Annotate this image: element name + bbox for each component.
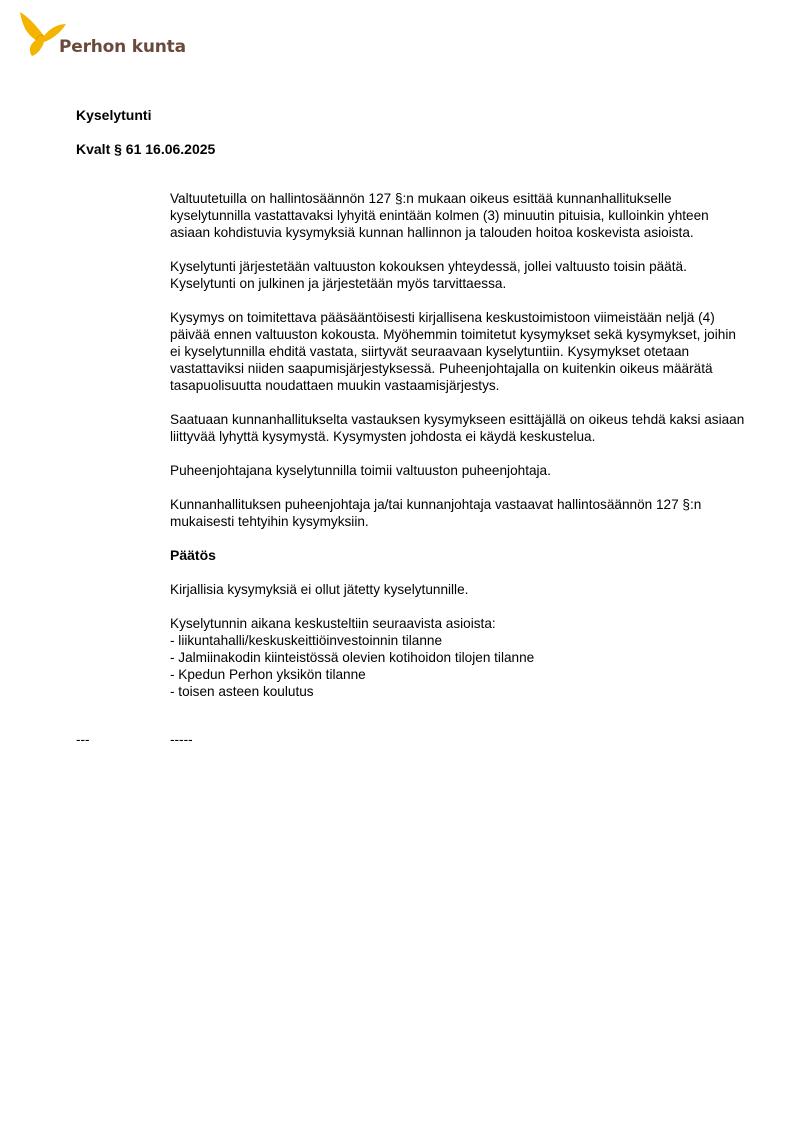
list-item: - toisen asteen koulutus	[170, 684, 314, 699]
discussion-topics	[170, 632, 745, 700]
document-body	[170, 190, 745, 717]
logo-text: Perhon kunta	[59, 37, 186, 57]
paragraph: Valtuutetuilla on hallintosäännön 127 §:n mukaan oikeus esittää kunnanhallitukselle kyselytunnilla vastattavaksi lyhyitä enintään kolmen (3) minuutin pituisia, kulloinkin yhteen asiaan kohdistuvia kysymyksiä kunnan hallinnon ja talouden hoitoa koskevista asioista.	[170, 191, 709, 240]
list-item: - liikuntahalli/keskuskeittiöinvestoinnin tilanne	[170, 633, 443, 648]
paragraph: Kunnanhallituksen puheenjohtaja ja/tai kunnanjohtaja vastaavat hallintosäännön 127 §:n mukaisesti tehtyihin kysymyksiin.	[170, 497, 702, 529]
paragraph: Kyselytunti järjestetään valtuuston kokouksen yhteydessä, jollei valtuusto toisin päätä. Kyselytunti on julkinen ja järjestetään myös tarvittaessa.	[170, 259, 687, 291]
list-item: - Jalmiinakodin kiinteistössä olevien kotihoidon tilojen tilanne	[170, 650, 535, 665]
list-item: - Kpedun Perhon yksikön tilanne	[170, 667, 366, 682]
municipality-logo	[16, 10, 216, 60]
footer-left-marker: ---	[76, 732, 90, 747]
decision-heading: Päätös	[170, 547, 216, 563]
meeting-reference: Kvalt § 61 16.06.2025	[76, 141, 216, 157]
paragraph: Kysymys on toimitettava pääsääntöisesti kirjallisena keskustoimistoon viimeistään neljä (4) päivää ennen valtuuston kokousta. Myöhemmin toimitetut kysymykset sekä kysymykset, joihin ei kyselytunnilla ehditä vastata, siirtyvät seuraavaan kyselytuntiin. Kysymykset otetaan vastattaviksi niiden saapumisjärjestyksessä. Puheenjohtajalla on kuitenkin oikeus määrätä tasapuolisuutta noudattaen muukin vastaamisjärjestys.	[170, 310, 736, 393]
paragraph: Puheenjohtajana kyselytunnilla toimii valtuuston puheenjohtaja.	[170, 463, 551, 478]
footer-right-marker: -----	[170, 732, 193, 747]
paragraph: Saatuaan kunnanhallitukselta vastauksen kysymykseen esittäjällä on oikeus tehdä kaksi asiaan liittyvää lyhyttä kysymystä. Kysymysten johdosta ei käydä keskustelua.	[170, 412, 745, 444]
discussion-intro: Kyselytunnin aikana keskusteltiin seuraavista asioista:	[170, 616, 496, 631]
decision-text: Kirjallisia kysymyksiä ei ollut jätetty kyselytunnille.	[170, 582, 469, 597]
page-title: Kyselytunti	[76, 107, 152, 123]
